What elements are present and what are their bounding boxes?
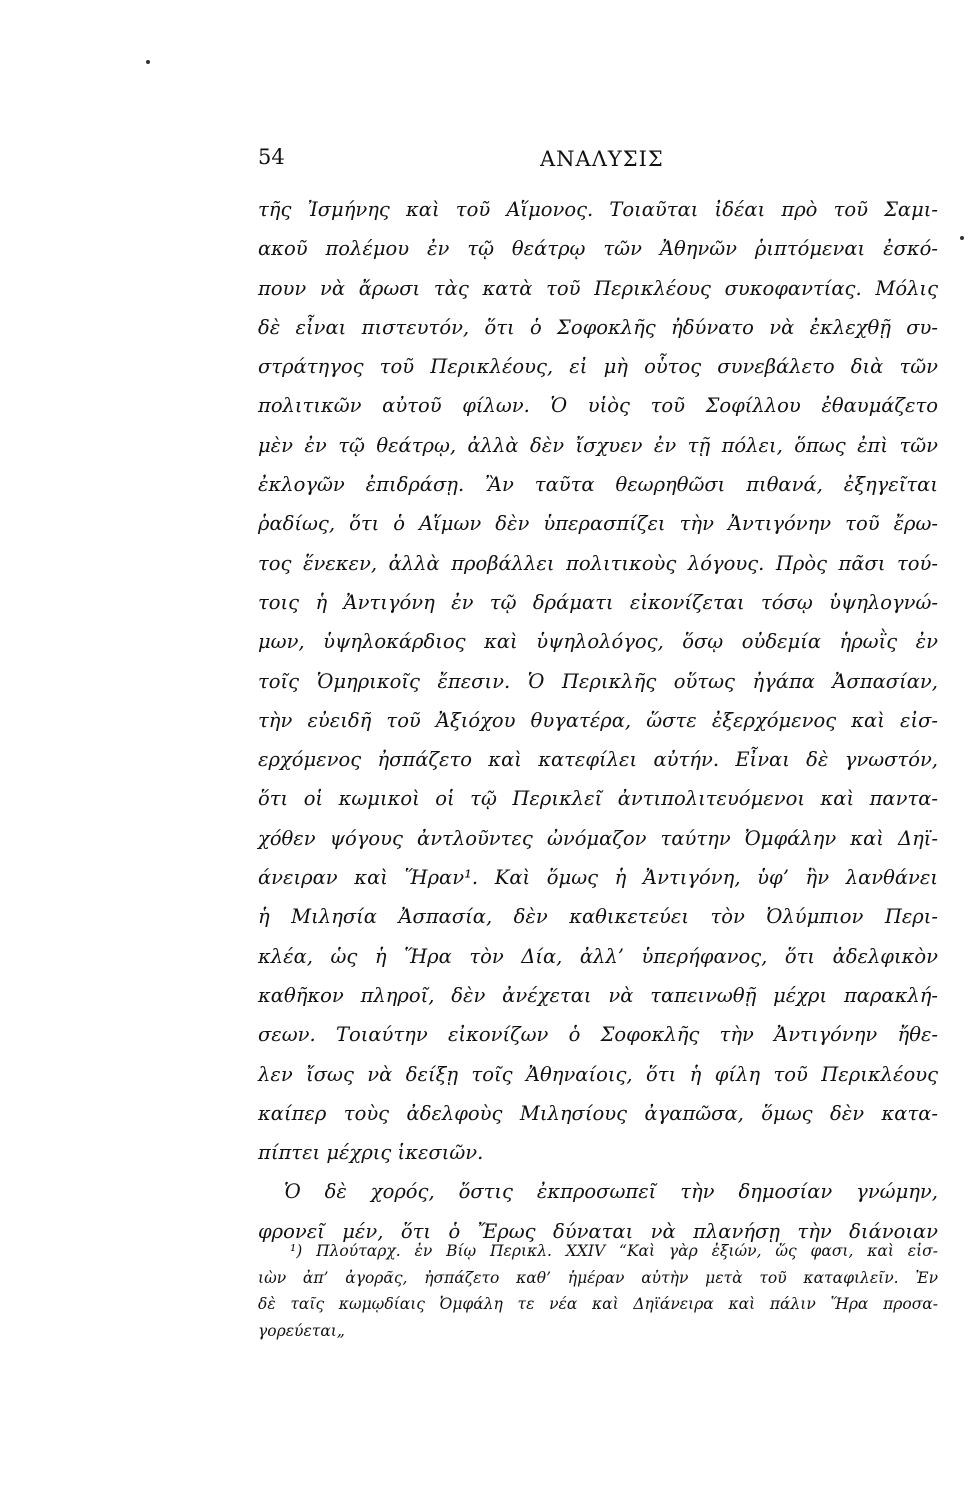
footnote-line: ιὼν ἀπ’ ἀγορᾶς, ἠσπάζετο καθ’ ἡμέραν αὐτὴν μετὰ τοῦ καταφιλεῖν. Ἐν [258,1268,938,1287]
footnote-line: δὲ ταῖς κωμῳδίαις Ὀμφάλη τε νέα καὶ Δηϊάνειρα καὶ πάλιν Ἥρα προσα- [258,1295,938,1313]
footnote [258,1238,938,1344]
text-line: ἐκλογῶν ἐπιδράσῃ. Ἂν ταῦτα θεωρηθῶσι πιθανά, ἐξηγεῖται [258,473,938,497]
text-line: τῆς Ἰσμήνης καὶ τοῦ Αἵμονος. Τοιαῦται ἰδέαι πρὸ τοῦ Σαμι- [258,198,938,221]
footnote-line: γορεύεται„ [258,1321,345,1340]
text-line: μων, ὑψηλοκάρδιος καὶ ὑψηλολόγος, ὅσῳ οὐδεμία ἡρωῒς ἐν [258,630,938,654]
text-line: στράτηγος τοῦ Περικλέους, εἰ μὴ οὗτος συνεβάλετο διὰ τῶν [258,355,938,379]
text-line: κλέα, ὡς ἡ Ἥρα τὸν Δία, ἀλλ’ ὑπερήφανος, ὅτι ἀδελφικὸν [258,944,938,968]
text-line: σεων. Τοιαύτην εἰκονίζων ὁ Σοφοκλῆς τὴν Ἀντιγόνην ἤθε- [258,1023,938,1047]
text-line: ὅτι οἱ κωμικοὶ οἱ τῷ Περικλεῖ ἀντιπολιτευόμενοι καὶ παντα- [258,787,938,811]
text-line: πίπτει μέχρις ἱκεσιῶν. [258,1141,484,1165]
text-line: άνειραν καὶ Ἥραν¹. Καὶ ὅμως ἡ Ἀντιγόνη, ὑφ’ ἣν λανθάνει [258,866,938,890]
text-line: μὲν ἐν τῷ θεάτρῳ, ἀλλὰ δὲν ἴσχυεν ἐν τῇ πόλει, ὅπως ἐπὶ τῶν [258,433,938,457]
text-line: τοις ἡ Ἀντιγόνη ἐν τῷ δράματι εἰκονίζεται τόσῳ ὑψηλογνώ- [258,590,938,614]
text-line: ακοῦ πολέμου ἐν τῷ θεάτρῳ τῶν Ἀθηνῶν ῥιπτόμεναι ἐσκό- [258,237,938,261]
text-line: καίπερ τοὺς ἀδελφοὺς Μιλησίους ἀγαπῶσα, ὅμως δὲν κατα- [258,1101,938,1125]
margin-speck [146,60,150,64]
text-line: λεν ἴσως νὰ δείξῃ τοῖς Ἀθηναίοις, ὅτι ἡ φίλη τοῦ Περικλέους [258,1062,938,1086]
footnote-line: ¹) Πλούταρχ. ἐν Βίῳ Περικλ. XXIV “Καὶ γὰρ ἐξιών, ὥς φασι, καὶ εἰσ- [290,1242,938,1260]
text-line: ἡ Μιλησία Ἀσπασία, δὲν καθικετεύει τὸν Ὀλύμπιον Περι- [258,905,938,929]
text-line: χόθεν ψόγους ἀντλοῦντες ὠνόμαζον ταύτην Ὀμφάλην καὶ Δηϊ- [258,826,938,850]
text-line: τος ἕνεκεν, ἀλλὰ προβάλλει πολιτικοὺς λόγους. Πρὸς πᾶσι τού- [258,551,938,575]
text-line: φρονεῖ μέν, ὅτι ὁ Ἔρως δύναται νὰ πλανήσῃ τὴν διάνοιαν [258,1219,938,1243]
text-line: ῥαδίως, ὅτι ὁ Αἵμων δὲν ὑπερασπίζει τὴν Ἀντιγόνην τοῦ ἔρω- [258,512,938,536]
running-header-title: ΑΝΑΛΥΣΙΣ [540,147,664,171]
text-line: Ὁ δὲ χορός, ὅστις ἐκπροσωπεῖ τὴν δημοσίαν γνώμην, [284,1180,938,1204]
text-line: δὲ εἶναι πιστευτόν, ὅτι ὁ Σοφοκλῆς ἠδύνατο νὰ ἐκλεχθῇ συ- [258,315,938,339]
text-line: πουν νὰ ἄρωσι τὰς κατὰ τοῦ Περικλέους συκοφαντίας. Μόλις [258,276,938,300]
text-line: ερχόμενος ἠσπάζετο καὶ κατεφίλει αὐτήν. Εἶναι δὲ γνωστόν, [258,748,938,772]
page-number: 54 [258,145,285,169]
text-line: τὴν εὐειδῆ τοῦ Ἀξιόχου θυγατέρα, ὥστε ἐξερχόμενος καὶ εἰσ- [258,708,938,732]
text-line: πολιτικῶν αὐτοῦ φίλων. Ὁ υἱὸς τοῦ Σοφίλλου ἐθαυμάζετο [258,394,938,418]
margin-speck [960,236,964,240]
text-line: τοῖς Ὁμηρικοῖς ἔπεσιν. Ὁ Περικλῆς οὕτως ἠγάπα Ἀσπασίαν, [258,669,938,693]
body-text [258,190,938,1251]
text-line: καθῆκον πληροῖ, δὲν ἀνέχεται νὰ ταπεινωθῇ μέχρι παρακλή- [258,983,938,1007]
